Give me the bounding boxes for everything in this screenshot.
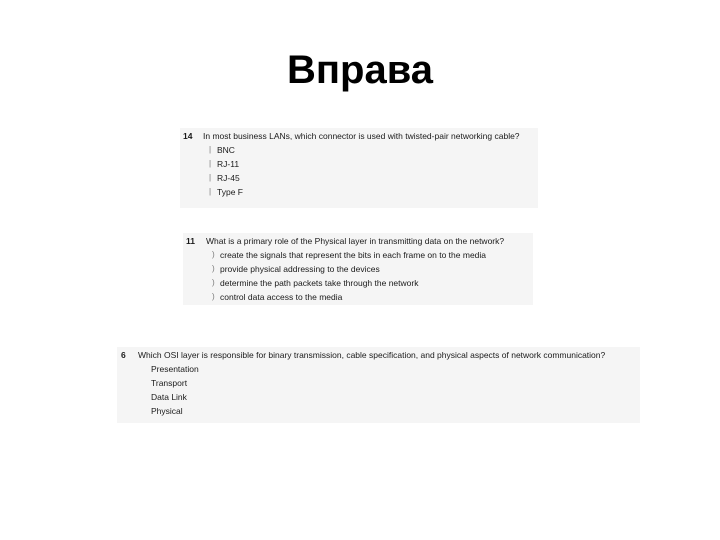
question-text: Which OSI layer is responsible for binary transmission, cable specification, and physical aspects of network communication? <box>138 350 606 360</box>
question-number: 11 <box>186 236 195 246</box>
question-image-connector <box>180 128 538 208</box>
answer-option-label: Physical <box>151 406 183 416</box>
radio-mark-icon: ) <box>212 264 215 273</box>
answer-option-label: determine the path packets take through the network <box>220 278 419 288</box>
answer-option <box>212 262 533 276</box>
answer-option-label: Data Link <box>151 392 187 402</box>
answer-option-label: RJ-11 <box>217 159 240 169</box>
answer-option <box>209 143 538 157</box>
question-image-physical-role <box>183 233 533 305</box>
radio-mark-icon: ) <box>212 250 215 259</box>
answer-option-label: provide physical addressing to the devices <box>220 264 380 274</box>
question-line <box>186 234 533 248</box>
answer-option-label: Type F <box>217 187 243 197</box>
radio-mark-icon: | <box>209 159 212 168</box>
answer-option <box>212 276 533 290</box>
answer-option <box>151 362 640 376</box>
radio-mark-icon: ) <box>212 292 215 301</box>
question-number: 14 <box>183 131 193 141</box>
answer-option <box>212 248 533 262</box>
answer-options <box>183 143 538 199</box>
answer-option <box>212 290 533 304</box>
question-text: In most business LANs, which connector is used with twisted-pair networking cable? <box>203 131 520 141</box>
radio-mark-icon: | <box>209 173 212 182</box>
answer-option <box>209 171 538 185</box>
answer-option <box>209 185 538 199</box>
answer-option-label: create the signals that represent the bits in each frame on to the media <box>220 250 487 260</box>
radio-mark-icon: | <box>209 187 212 196</box>
question-line <box>183 129 538 143</box>
question-text: What is a primary role of the Physical layer in transmitting data on the network? <box>206 236 505 246</box>
answer-option-label: control data access to the media <box>220 292 343 302</box>
question-line <box>121 348 640 362</box>
answer-option-label: Transport <box>151 378 188 388</box>
answer-option-label: Presentation <box>151 364 199 374</box>
answer-option <box>151 390 640 404</box>
answer-option-label: RJ-45 <box>217 173 240 183</box>
answer-option <box>151 404 640 418</box>
radio-mark-icon: | <box>209 145 212 154</box>
slide-title: Вправа <box>286 48 434 92</box>
answer-option <box>209 157 538 171</box>
question-number: 6 <box>121 350 126 360</box>
answer-option-label: BNC <box>217 145 235 155</box>
answer-option <box>151 376 640 390</box>
radio-mark-icon: ) <box>212 278 215 287</box>
question-image-osi-layer <box>117 347 640 423</box>
answer-options <box>186 248 533 304</box>
answer-options <box>121 362 640 418</box>
